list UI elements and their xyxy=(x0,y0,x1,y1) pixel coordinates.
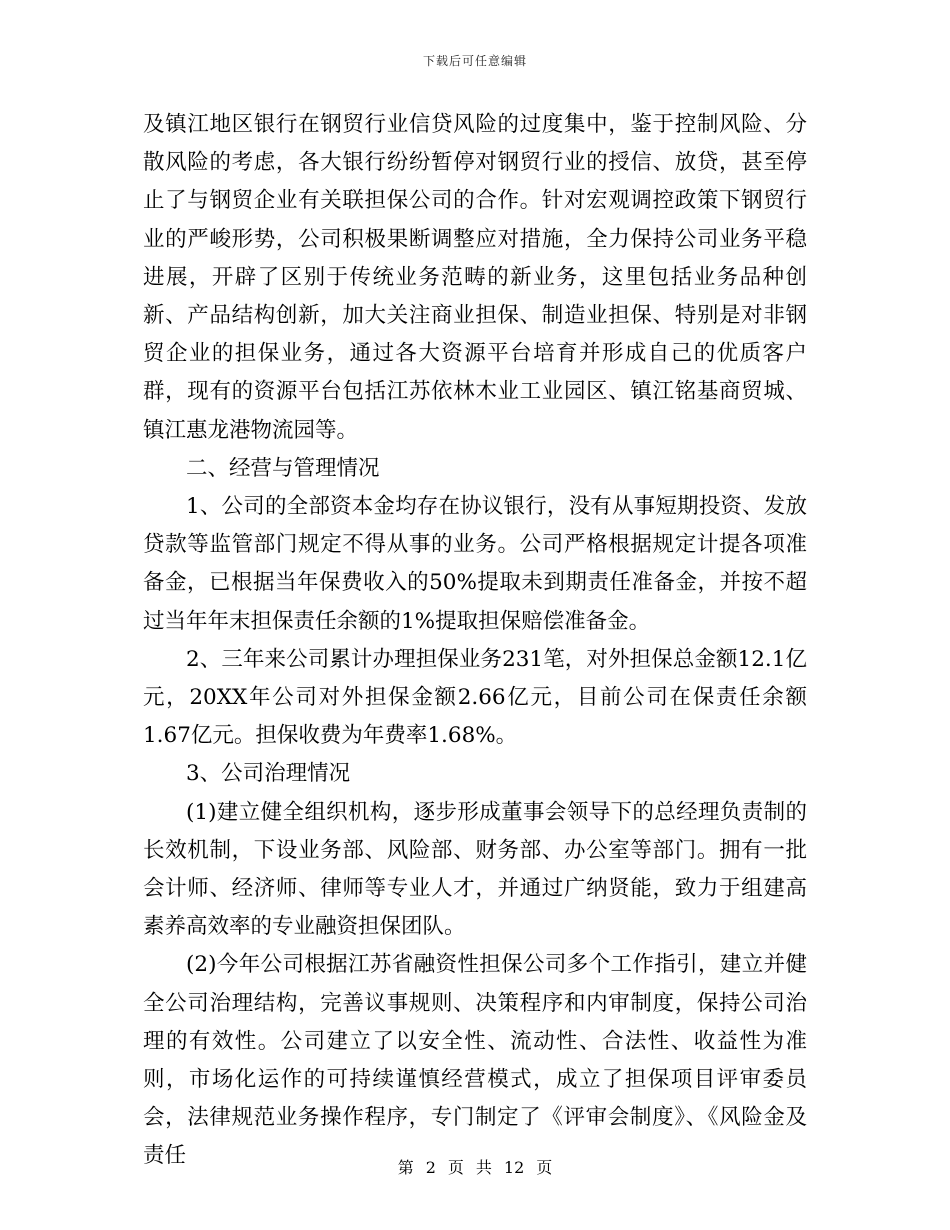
paragraph-sub-1: (1)建立健全组织机构，逐步形成董事会领导下的总经理负责制的长效机制，下设业务部、风险部、财务部、办公室等部门。拥有一批会计师、经济师、律师等专业人才，并通过广纳贤能，致力于组建高素养高效率的专业融资担保团队。 xyxy=(143,799,807,940)
footer-ye-2: 页 xyxy=(536,1158,553,1177)
page-footer xyxy=(0,1155,950,1178)
paragraph-continuation: 及镇江地区银行在钢贸行业信贷风险的过度集中，鉴于控制风险、分散风险的考虑，各大银行纷纷暂停对钢贸行业的授信、放贷，甚至停止了与钢贸企业有关联担保公司的合作。针对宏观调控政策下钢贸行业的严峻形势，公司积极果断调整应对措施，全力保持公司业务平稳进展，开辟了区别于传统业务范畴的新业务，这里包括业务品种创新、产品结构创新，加大关注商业担保、制造业担保、特别是对非钢贸企业的担保业务，通过各大资源平台培育并形成自己的优质客户群，现有的资源平台包括江苏依林木业工业园区、镇江铭基商贸城、镇江惠龙港物流园等。 xyxy=(143,112,807,443)
page-header: 下载后可任意编辑 xyxy=(422,54,527,68)
subsection-heading: 3、公司治理情况 xyxy=(186,761,351,787)
document-body xyxy=(143,106,807,1176)
footer-di: 第 xyxy=(397,1158,414,1177)
footer-page-number: 2 xyxy=(425,1158,436,1177)
footer-total-pages: 12 xyxy=(503,1158,525,1177)
footer-ye: 页 xyxy=(447,1158,464,1177)
paragraph-item-2: 2、三年来公司累计办理担保业务231笔，对外担保总金额12.1亿元，20XX年公司对外担保金额2.66亿元，目前公司在保责任余额1.67亿元。担保收费为年费率1.68%。 xyxy=(143,646,807,749)
footer-gong: 共 xyxy=(475,1158,492,1177)
paragraph-sub-2: (2)今年公司根据江苏省融资性担保公司多个工作指引，建立并健全公司治理结构，完善议事规则、决策程序和内审制度，保持公司治理的有效性。公司建立了以安全性、流动性、合法性、收益性为准则，市场化运作的可持续谨慎经营模式，成立了担保项目评审委员会，法律规范业务操作程序，专门制定了《评审会制度》、《风险金及责任 xyxy=(143,952,807,1169)
section-heading: 二、经营与管理情况 xyxy=(186,455,380,481)
paragraph-item-1: 1、公司的全部资本金均存在协议银行，没有从事短期投资、发放贷款等监管部门规定不得从事的业务。公司严格根据规定计提各项准备金，已根据当年保费收入的50%提取未到期责任准备金，并按不超过当年年末担保责任余额的1%提取担保赔偿准备金。 xyxy=(143,494,807,634)
